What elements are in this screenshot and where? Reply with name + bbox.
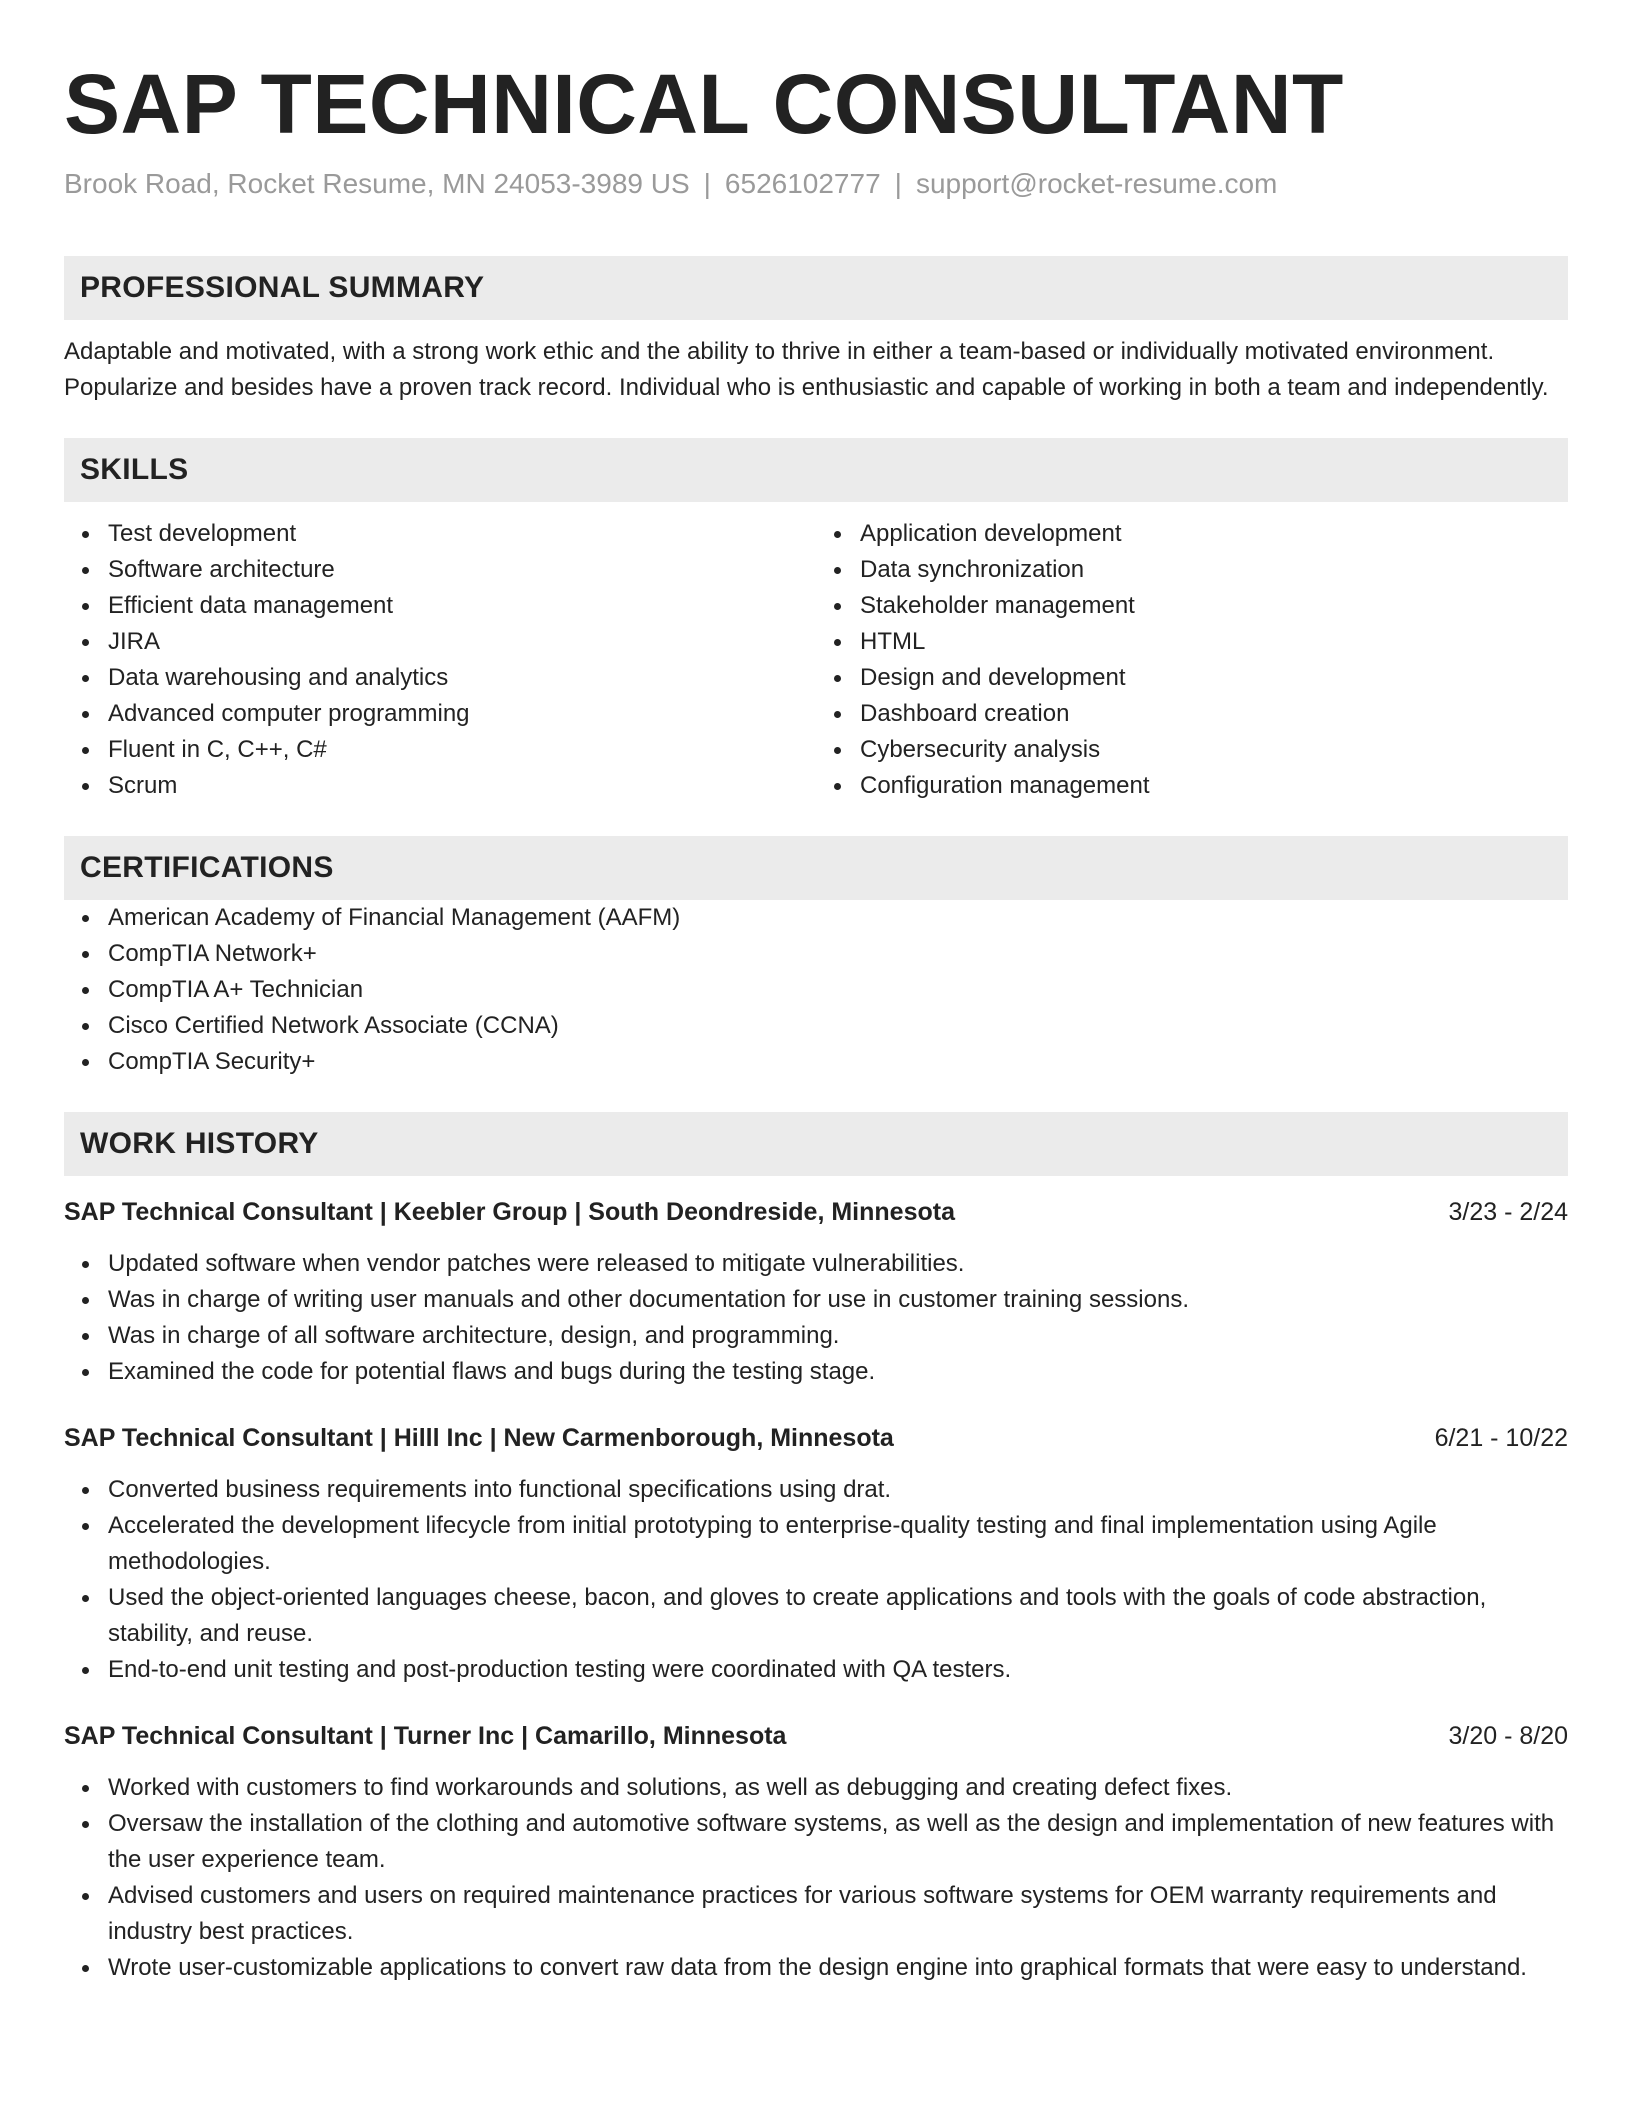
job-bullet: Was in charge of all software architecture, design, and programming. — [64, 1318, 1568, 1354]
skill-item: HTML — [816, 624, 1568, 660]
contact-separator: | — [703, 168, 711, 199]
certification-item: American Academy of Financial Management (AAFM) — [64, 900, 1568, 936]
section-header-summary: PROFESSIONAL SUMMARY — [64, 256, 1568, 320]
skills-column-right — [816, 516, 1568, 804]
job-bullet: Updated software when vendor patches were released to mitigate vulnerabilities. — [64, 1246, 1568, 1282]
skill-item: Dashboard creation — [816, 696, 1568, 732]
job-header — [64, 1420, 1568, 1456]
job-bullet: Accelerated the development lifecycle from initial prototyping to enterprise-quality testing and final implementation using Agile methodologies. — [64, 1508, 1568, 1580]
contact-phone: 6526102777 — [724, 168, 881, 199]
job-dates: 3/20 - 8/20 — [1448, 1722, 1568, 1750]
certification-item: CompTIA Network+ — [64, 936, 1568, 972]
job-bullet: End-to-end unit testing and post-production testing were coordinated with QA testers. — [64, 1652, 1568, 1688]
job-entry — [64, 1194, 1568, 1390]
skill-item: Fluent in C, C++, C# — [64, 732, 816, 768]
skills-column-left — [64, 516, 816, 804]
job-header — [64, 1194, 1568, 1230]
certifications-list — [64, 900, 1568, 1080]
section-header-certifications: CERTIFICATIONS — [64, 836, 1568, 900]
skill-item: JIRA — [64, 624, 816, 660]
skill-item: Efficient data management — [64, 588, 816, 624]
section-header-skills: SKILLS — [64, 438, 1568, 502]
skill-item: Configuration management — [816, 768, 1568, 804]
skill-item: Stakeholder management — [816, 588, 1568, 624]
skill-item: Cybersecurity analysis — [816, 732, 1568, 768]
certification-item: CompTIA A+ Technician — [64, 972, 1568, 1008]
skill-item: Design and development — [816, 660, 1568, 696]
certification-item: Cisco Certified Network Associate (CCNA) — [64, 1008, 1568, 1044]
job-entry — [64, 1718, 1568, 1986]
skill-item: Scrum — [64, 768, 816, 804]
job-bullets — [64, 1472, 1568, 1688]
job-title: SAP Technical Consultant | Keebler Group | South Deondreside, Minnesota — [64, 1198, 955, 1226]
skill-item: Data warehousing and analytics — [64, 660, 816, 696]
job-bullets — [64, 1770, 1568, 1986]
job-bullet: Was in charge of writing user manuals and other documentation for use in customer training sessions. — [64, 1282, 1568, 1318]
skill-item: Application development — [816, 516, 1568, 552]
contact-email: support@rocket-resume.com — [915, 168, 1278, 199]
job-bullet: Used the object-oriented languages cheese, bacon, and gloves to create applications and tools with the goals of code abstraction, stability, and reuse. — [64, 1580, 1568, 1652]
job-bullet: Oversaw the installation of the clothing and automotive software systems, as well as the design and implementation of new features with the user experience team. — [64, 1806, 1568, 1878]
skill-item: Data synchronization — [816, 552, 1568, 588]
job-title: SAP Technical Consultant | Turner Inc | Camarillo, Minnesota — [64, 1722, 787, 1750]
job-entry — [64, 1420, 1568, 1688]
job-bullet: Wrote user-customizable applications to convert raw data from the design engine into graphical formats that were easy to understand. — [64, 1950, 1568, 1986]
contact-address: Brook Road, Rocket Resume, MN 24053-3989 US — [64, 168, 690, 199]
job-bullet: Worked with customers to find workarounds and solutions, as well as debugging and creating defect fixes. — [64, 1770, 1568, 1806]
skill-item: Advanced computer programming — [64, 696, 816, 732]
certification-item: CompTIA Security+ — [64, 1044, 1568, 1080]
job-dates: 3/23 - 2/24 — [1448, 1198, 1568, 1226]
skill-item: Test development — [64, 516, 816, 552]
job-title: SAP Technical Consultant | Hilll Inc | New Carmenborough, Minnesota — [64, 1424, 894, 1452]
skills-grid — [64, 516, 1568, 804]
job-bullet: Converted business requirements into functional specifications using drat. — [64, 1472, 1568, 1508]
job-header — [64, 1718, 1568, 1754]
contact-line — [64, 164, 1568, 204]
summary-text: Adaptable and motivated, with a strong work ethic and the ability to thrive in either a team-based or individually motivated environment. Popularize and besides have a proven track record. Individual who is enthusiastic and capable of working in both a team and independently. — [64, 338, 1549, 401]
job-bullet: Advised customers and users on required maintenance practices for various software systems for OEM warranty requirements and industry best practices. — [64, 1878, 1568, 1950]
section-header-work-history: WORK HISTORY — [64, 1112, 1568, 1176]
job-dates: 6/21 - 10/22 — [1434, 1424, 1568, 1452]
job-bullet: Examined the code for potential flaws and bugs during the testing stage. — [64, 1354, 1568, 1390]
skill-item: Software architecture — [64, 552, 816, 588]
job-bullets — [64, 1246, 1568, 1390]
contact-separator: | — [894, 168, 902, 199]
resume-name: SAP TECHNICAL CONSULTANT — [64, 57, 1344, 151]
